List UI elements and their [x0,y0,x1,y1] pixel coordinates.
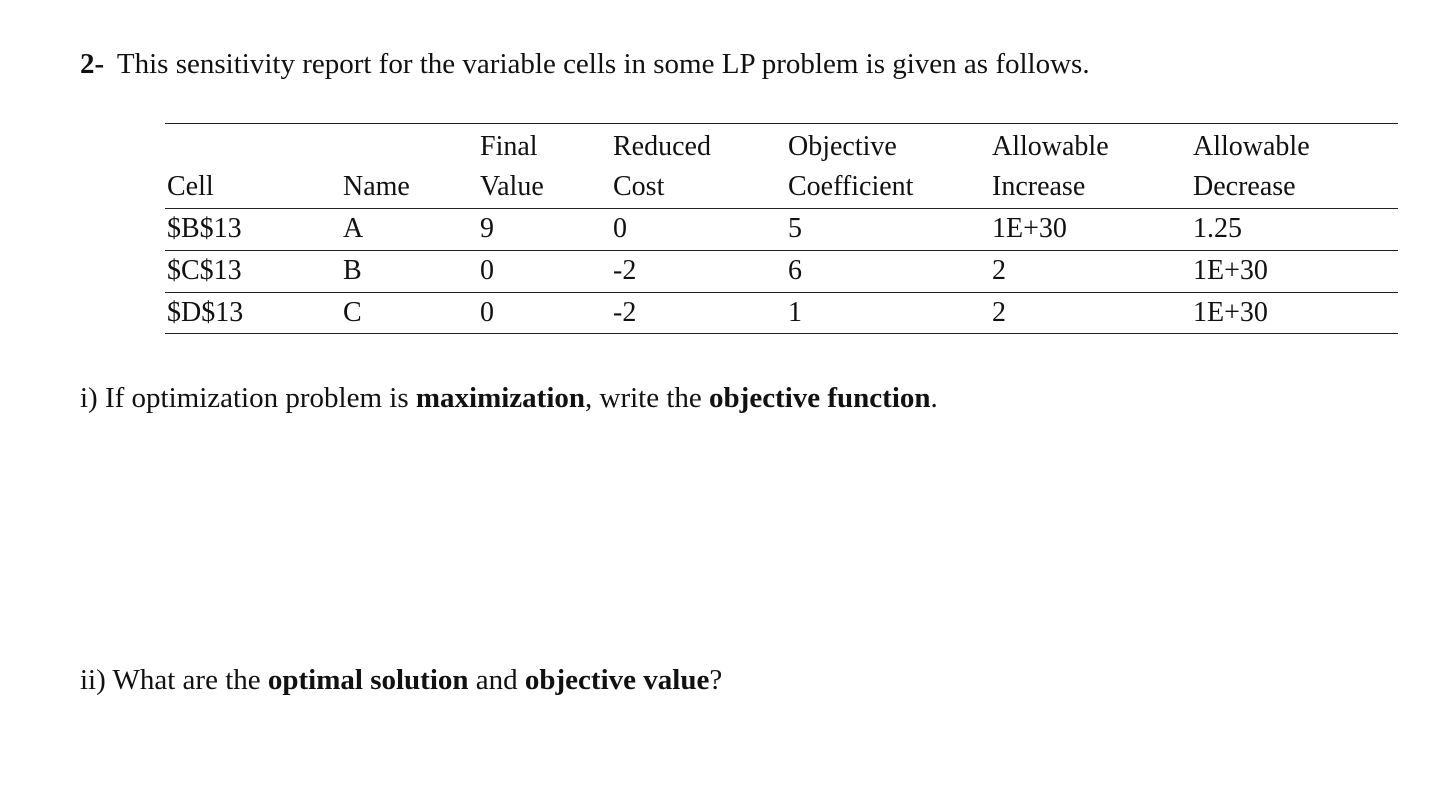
problem-heading [80,44,1090,84]
question-i-middle: , write the [585,382,710,414]
row-1-name: A [343,213,364,244]
row-2-cell: $C$13 [167,255,242,286]
question-i-bold-maximization: maximization [415,382,586,414]
header-allowable-increase-line2: Increase [992,171,1086,202]
header-objective-line2: Coefficient [788,171,914,202]
question-ii [80,660,722,700]
row-3-cell: $D$13 [167,297,244,328]
row-1-rule [165,250,1398,251]
problem-text: This sensitivity report for the variable cells in some LP problem is given as follows. [116,48,1090,80]
row-2-reduced-cost: -2 [613,255,637,286]
row-2-name: B [343,255,362,286]
row-1-final-value: 9 [480,213,494,244]
header-cell: Cell [167,171,214,202]
question-ii-bold-optimal-solution: optimal solution [267,664,469,696]
header-allowable-decrease-line1: Allowable [1193,131,1310,162]
table-bottom-rule [165,333,1398,334]
row-3-final-value: 0 [480,297,494,328]
question-ii-middle: and [468,664,525,696]
question-i-suffix: . [930,382,938,414]
question-ii-bold-objective-value: objective value [524,664,710,696]
row-3-reduced-cost: -2 [613,297,637,328]
row-2-rule [165,292,1398,293]
question-i-bold-objective-function: objective function [709,382,931,414]
row-2-final-value: 0 [480,255,494,286]
row-3-objective-coefficient: 1 [788,297,802,328]
row-2-allowable-increase: 2 [992,255,1006,286]
question-i-prefix: i) If optimization problem is [80,382,416,414]
row-1-objective-coefficient: 5 [788,213,802,244]
row-3-allowable-decrease: 1E+30 [1193,297,1268,328]
header-rule [165,208,1398,209]
row-1-cell: $B$13 [167,213,242,244]
header-final-line2: Value [480,171,544,202]
row-1-allowable-increase: 1E+30 [992,213,1067,244]
question-ii-prefix: ii) What are the [80,664,268,696]
table-top-rule [165,123,1398,124]
row-2-allowable-decrease: 1E+30 [1193,255,1268,286]
header-objective-line1: Objective [788,131,897,162]
header-reduced-line1: Reduced [613,131,711,162]
row-1-reduced-cost: 0 [613,213,627,244]
row-2-objective-coefficient: 6 [788,255,802,286]
row-1-allowable-decrease: 1.25 [1193,213,1242,244]
header-allowable-decrease-line2: Decrease [1193,171,1296,202]
question-ii-suffix: ? [709,664,723,696]
question-i [80,378,938,418]
header-reduced-line2: Cost [613,171,665,202]
problem-number: 2- [80,48,105,80]
row-3-allowable-increase: 2 [992,297,1006,328]
header-allowable-increase-line1: Allowable [992,131,1109,162]
header-name: Name [343,171,410,202]
row-3-name: C [343,297,362,328]
header-final-line1: Final [480,131,538,162]
